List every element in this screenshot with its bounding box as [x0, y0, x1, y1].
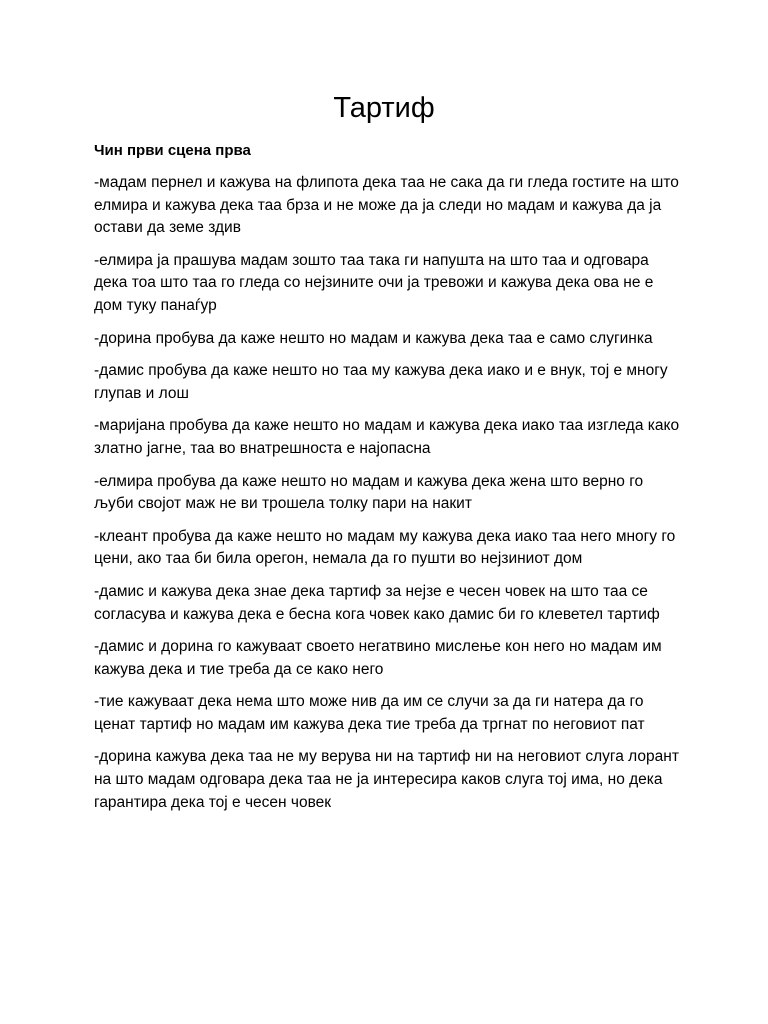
- paragraph: -елмира пробува да каже нешто но мадам и кажува дека жена што верно го љуби својот маж не ви трошела толку пари на накит: [94, 472, 644, 513]
- paragraph: -дамис и кажува дека знае дека тартиф за нејзе е чесен човек на што таа се согласува и кажува дека е бесна кога човек како дамис би го клеветел тартиф: [94, 582, 660, 623]
- paragraph: -елмира ја прашува мадам зошто таа така ги напушта на што таа и одговара дека тоа што таа го гледа со нејзините очи ја тревожи и кажува дека ова не е дом туку панаѓур: [94, 251, 654, 314]
- paragraph: -тие кажуваат дека нема што може нив да им се случи за да ги натера да го ценат тартиф но мадам им кажува дека тие треба да тргнат по неговиот пат: [94, 693, 645, 733]
- paragraph: -дорина кажува дека таа не му верува ни на тартиф ни на неговиот слуга лорант на што мадам одговара дека таа не ја интересира каков слуга тој има, но дека гарантира дека тој е чесен човек: [94, 748, 679, 811]
- paragraph: -дамис пробува да каже нешто но таа му кажува дека иако и е внук, тој е многу глупав и лош: [94, 362, 668, 402]
- paragraph: -дамис и дорина го кажуваат своето негатвино мислење кон него но мадам им кажува дека и тие треба да се како него: [94, 638, 662, 678]
- scene-heading: Чин први сцена прва: [94, 142, 251, 159]
- document-body: [94, 172, 684, 824]
- paragraph: -клеант пробува да каже нешто но мадам му кажува дека иако таа него многу го цени, ако таа би била орегон, немала да го пушти во нејзиниот дом: [94, 527, 676, 568]
- paragraph: -мадам пернел и кажува на флипота дека таа не сака да ги гледа гостите на што елмира и кажува дека таа брза и не може да ја следи но мадам и кажува да ја остави да земе здив: [94, 174, 679, 237]
- document-title: Тартиф: [333, 92, 435, 124]
- paragraph: -маријана пробува да каже нешто но мадам и кажува дека иако таа изгледа како златно јагне, таа во внатрешноста е најопасна: [94, 417, 680, 457]
- paragraph: -дорина пробува да каже нешто но мадам и кажува дека таа е само слугинка: [94, 329, 653, 347]
